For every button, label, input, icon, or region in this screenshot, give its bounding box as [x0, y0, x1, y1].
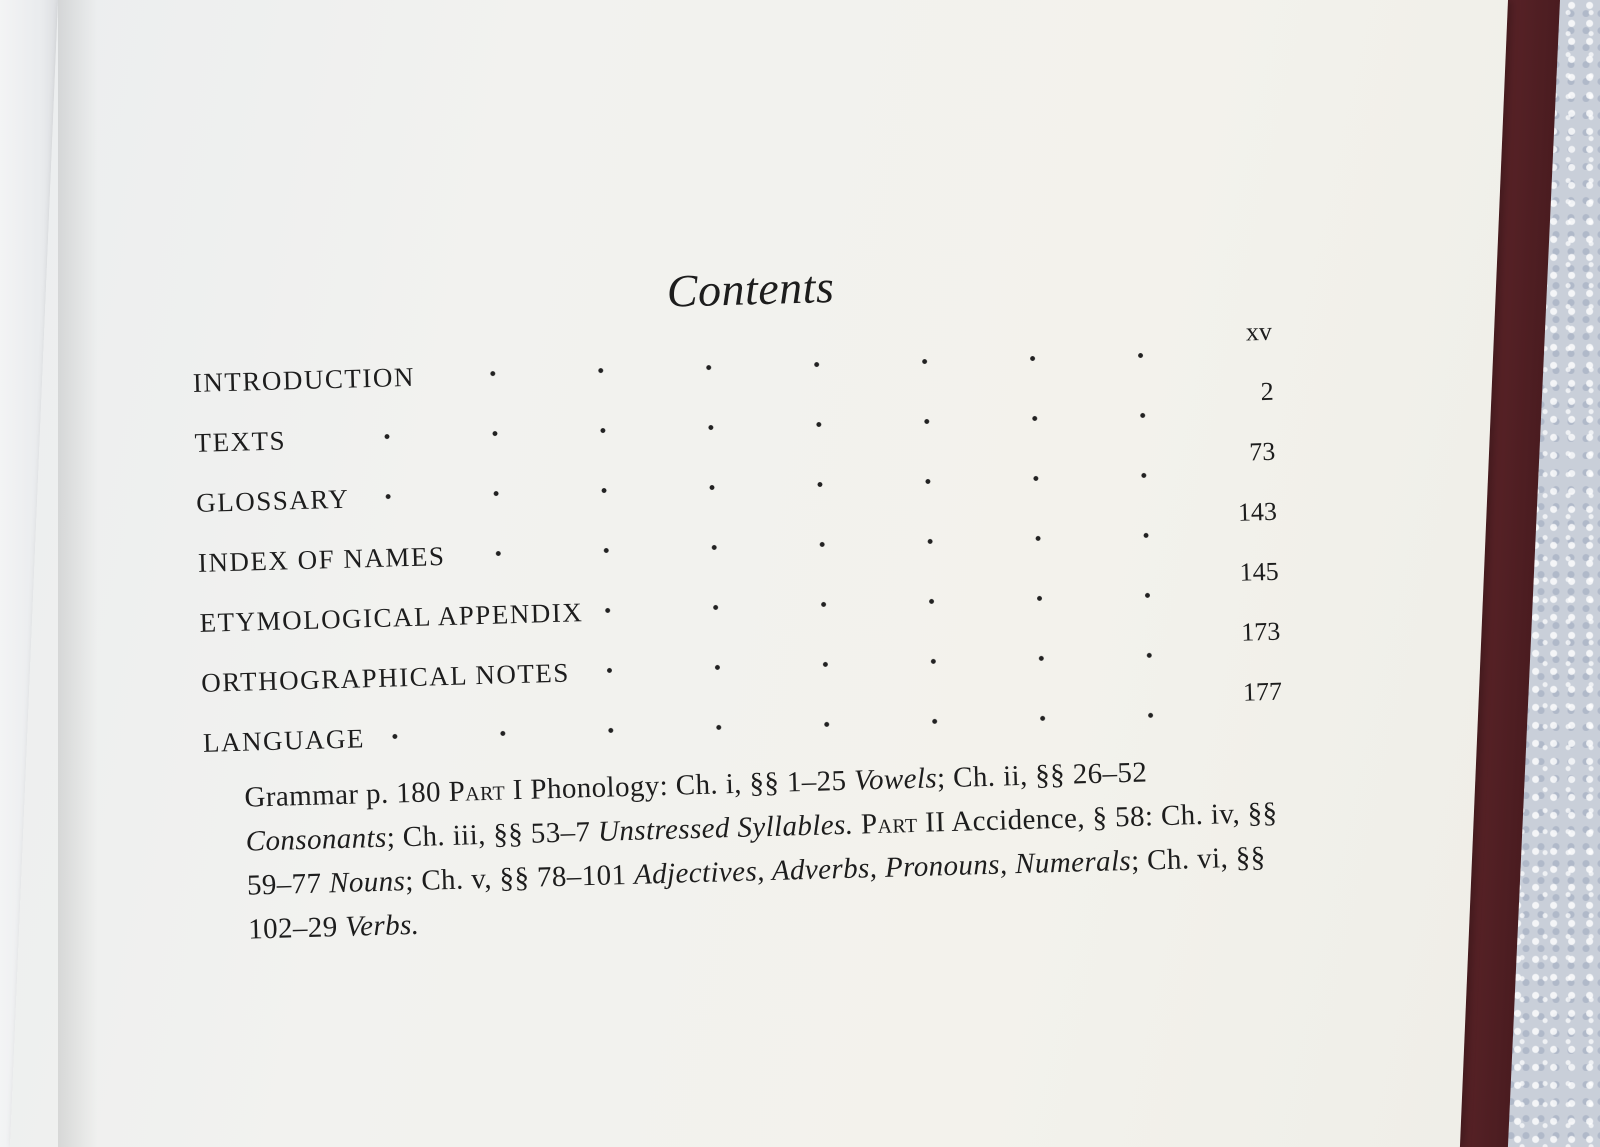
toc-label: TEXTS — [194, 425, 287, 458]
summary-text: ; Ch. v, §§ 78–101 — [404, 858, 635, 898]
toc-page-number: 143 — [1237, 496, 1278, 527]
summary-italic: Consonants — [245, 821, 388, 858]
toc-label: GLOSSARY — [195, 483, 350, 518]
page-title: Contents — [666, 261, 835, 317]
summary-italic: Adjectives, Adverbs, Pronouns, Numerals — [633, 844, 1132, 891]
toc-page-number: 177 — [1242, 676, 1283, 707]
summary-text: Grammar p. 180 — [244, 775, 450, 814]
toc-label: LANGUAGE — [202, 723, 366, 758]
language-section-summary — [244, 747, 1289, 952]
contents-page — [190, 248, 1288, 953]
leader-dots — [457, 519, 1200, 570]
toc-page-number: xv — [1245, 316, 1273, 347]
toc-label: INTRODUCTION — [192, 361, 416, 398]
toc-label: INDEX OF NAMES — [197, 540, 446, 578]
leader-dots — [595, 579, 1202, 626]
leader-dots — [581, 639, 1203, 686]
summary-text: I Phonology: Ch. i, §§ 1–25 — [504, 764, 855, 807]
summary-text: II Accidence, § 58: Ch. iv, §§ 59–77 — [246, 796, 1278, 902]
summary-part-label: Part — [860, 806, 918, 841]
summary-italic: Verbs. — [344, 908, 420, 943]
leader-dots — [376, 699, 1205, 752]
summary-part-label: Part — [448, 774, 506, 808]
summary-italic: Vowels — [853, 762, 938, 797]
summary-text: ; Ch. iii, §§ 53–7 — [386, 815, 599, 854]
summary-italic: Unstressed Syllables. — [597, 808, 854, 848]
toc-page-number: 73 — [1248, 436, 1276, 467]
toc-label: ETYMOLOGICAL APPENDIX — [199, 597, 584, 638]
toc-page-number: 2 — [1260, 376, 1274, 407]
gutter-shadow — [58, 0, 98, 1147]
summary-text: ; Ch. ii, §§ 26–52 — [936, 756, 1148, 795]
toc-label: ORTHOGRAPHICAL NOTES — [200, 657, 571, 698]
summary-text: ; Ch. vi, §§ 102–29 — [247, 841, 1266, 946]
leader-dots — [426, 339, 1195, 390]
toc-page-number: 173 — [1240, 616, 1281, 647]
table-of-contents — [192, 316, 1283, 769]
summary-italic: Nouns — [328, 865, 406, 900]
toc-page-number: 145 — [1239, 556, 1280, 587]
